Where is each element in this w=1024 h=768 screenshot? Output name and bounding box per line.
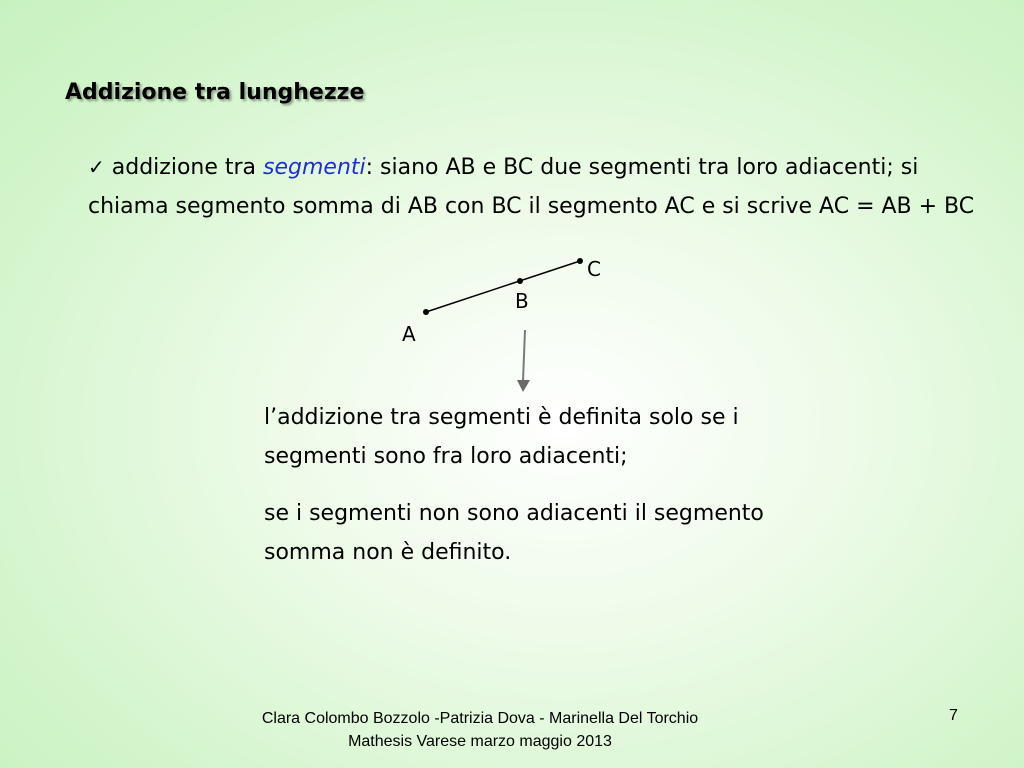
arrow-down-icon xyxy=(517,380,530,392)
footer-line-1: Clara Colombo Bozzolo -Patrizia Dova - Marinella Del Torchio xyxy=(261,710,699,727)
checkmark-icon: ✓ xyxy=(88,155,105,179)
point-b-dot xyxy=(517,278,523,284)
segment-line xyxy=(426,261,580,312)
footer-authors xyxy=(0,707,960,753)
arrow-shaft xyxy=(523,330,525,381)
note-undefined: se i segmenti non sono adiacenti il segmento somma non è definito. xyxy=(264,501,764,565)
footer-line-2: Mathesis Varese marzo maggio 2013 xyxy=(348,733,612,750)
point-a-label: A xyxy=(402,322,416,346)
note-definition: l’addizione tra segmenti è definita solo se i segmenti sono fra loro adiacenti; xyxy=(264,405,739,469)
intro-text: : siano AB e BC due segmenti tra loro adiacenti; si chiama segmento somma di AB con BC il segmento AC e si scrive AC = AB + BC xyxy=(88,155,975,219)
point-c-dot xyxy=(577,258,583,264)
point-c-label: C xyxy=(587,257,601,281)
intro-keyword: segmenti xyxy=(263,155,366,180)
intro-prefix: addizione tra xyxy=(111,155,264,180)
page-number: 7 xyxy=(949,707,958,724)
point-b-label: B xyxy=(515,289,529,313)
point-a-dot xyxy=(423,309,429,315)
slide-title: Addizione tra lunghezze xyxy=(65,80,365,105)
